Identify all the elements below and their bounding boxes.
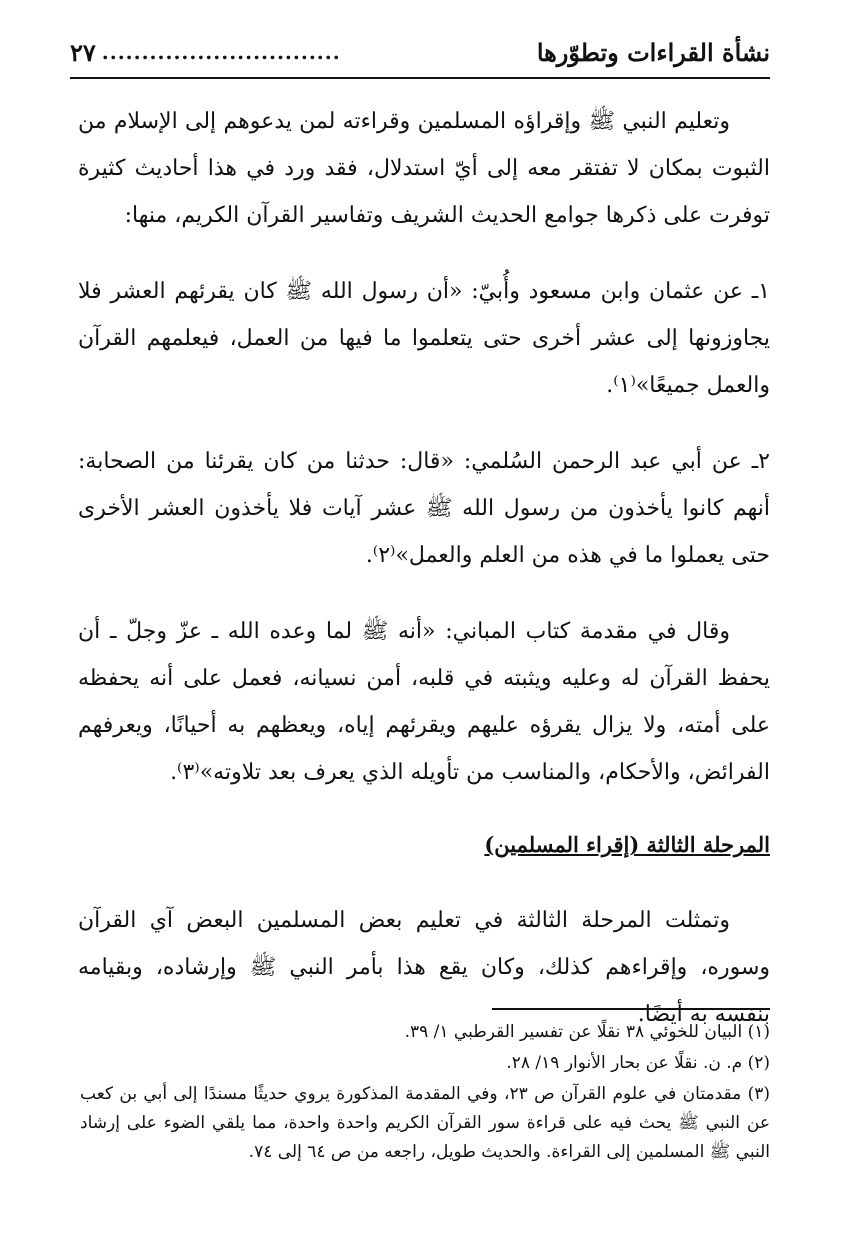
footnote-1: (١) البيان للخوئي ٣٨ نقلًا عن تفسير القرطبي ١/ ٣٩.: [404, 1022, 770, 1042]
footnotes: [80, 1018, 770, 1169]
running-header-title: نشأة القراءات وتطوّرها: [536, 37, 770, 67]
main-text: [78, 98, 770, 1067]
section-heading: المرحلة الثالثة (إقراء المسلمين): [484, 832, 770, 857]
running-header-leader-dots: ..............................: [101, 40, 341, 64]
paragraph-stage-three: وتمثلت المرحلة الثالثة في تعليم بعض المسلمين البعض آي القرآن وسوره، وإقراءهم كذلك، وكان يقع هذا بأمر النبي ﷺ وإرشاده، وبقيامه بنفسه به أيضًا.: [78, 908, 770, 1027]
paragraph-mabani-quote: وقال في مقدمة كتاب المباني: «أنه ﷺ لما وعده الله ـ عزّ وجلّ ـ أن يحفظ القرآن له وعليه ويثبته في قلبه، أمن نسيانه، فعمل على أنه يحفظه على أمته، ولا يزال يقرؤه عليهم ويقرئهم إياه، ويعظهم به أحيانًا، ويعرفهم الفرائض، والأحكام، والمناسب من تأويله الذي يعرف بعد تلاوته»⁽٣⁾.: [78, 619, 770, 785]
footnote-divider: [492, 1008, 770, 1010]
paragraph-hadith-2: ٢ـ عن أبي عبد الرحمن السُلمي: «قال: حدثنا من كان يقرئنا من الصحابة: أنهم كانوا يأخذون من رسول الله ﷺ عشر آيات فلا يأخذون العشر الأخرى حتى يعملوا ما في هذه من العلم والعمل»⁽٢⁾.: [78, 449, 770, 568]
paragraph-hadith-1: ١ـ عن عثمان وابن مسعود وأُبيّ: «أن رسول الله ﷺ كان يقرئهم العشر فلا يجاوزونها إلى عشر أخرى حتى يتعلموا ما فيها من العمل، فيعلمهم القرآن والعمل جميعًا»⁽١⁾.: [78, 279, 770, 398]
header-divider: [70, 77, 770, 79]
footnote-3: (٣) مقدمتان في علوم القرآن ص ٢٣، وفي المقدمة المذكورة يروي حديثًا مسندًا إلى أبي بن كعب عن النبي ﷺ يحث فيه على قراءة سور القرآن الكريم واحدة واحدة، مما يلقي الضوء على إرشاد النبي ﷺ المسلمين إلى القراءة. والحديث طويل، راجعه من ص ٦٤ إلى ٧٤.: [80, 1084, 770, 1162]
footnote-2: (٢) م. ن. نقلًا عن بحار الأنوار ١٩/ ٢٨.: [506, 1053, 770, 1073]
running-header: [70, 28, 770, 76]
paragraph-intro: وتعليم النبي ﷺ وإقراؤه المسلمين وقراءته لمن يدعوهم إلى الإسلام من الثبوت بمكان لا تفتقر معه إلى أيّ استدلال، فقد ورد في هذا أحاديث كثيرة توفرت على ذكرها جوامع الحديث الشريف وتفاسير القرآن الكريم، منها:: [78, 109, 770, 228]
page-number: ٢٧: [70, 37, 96, 67]
